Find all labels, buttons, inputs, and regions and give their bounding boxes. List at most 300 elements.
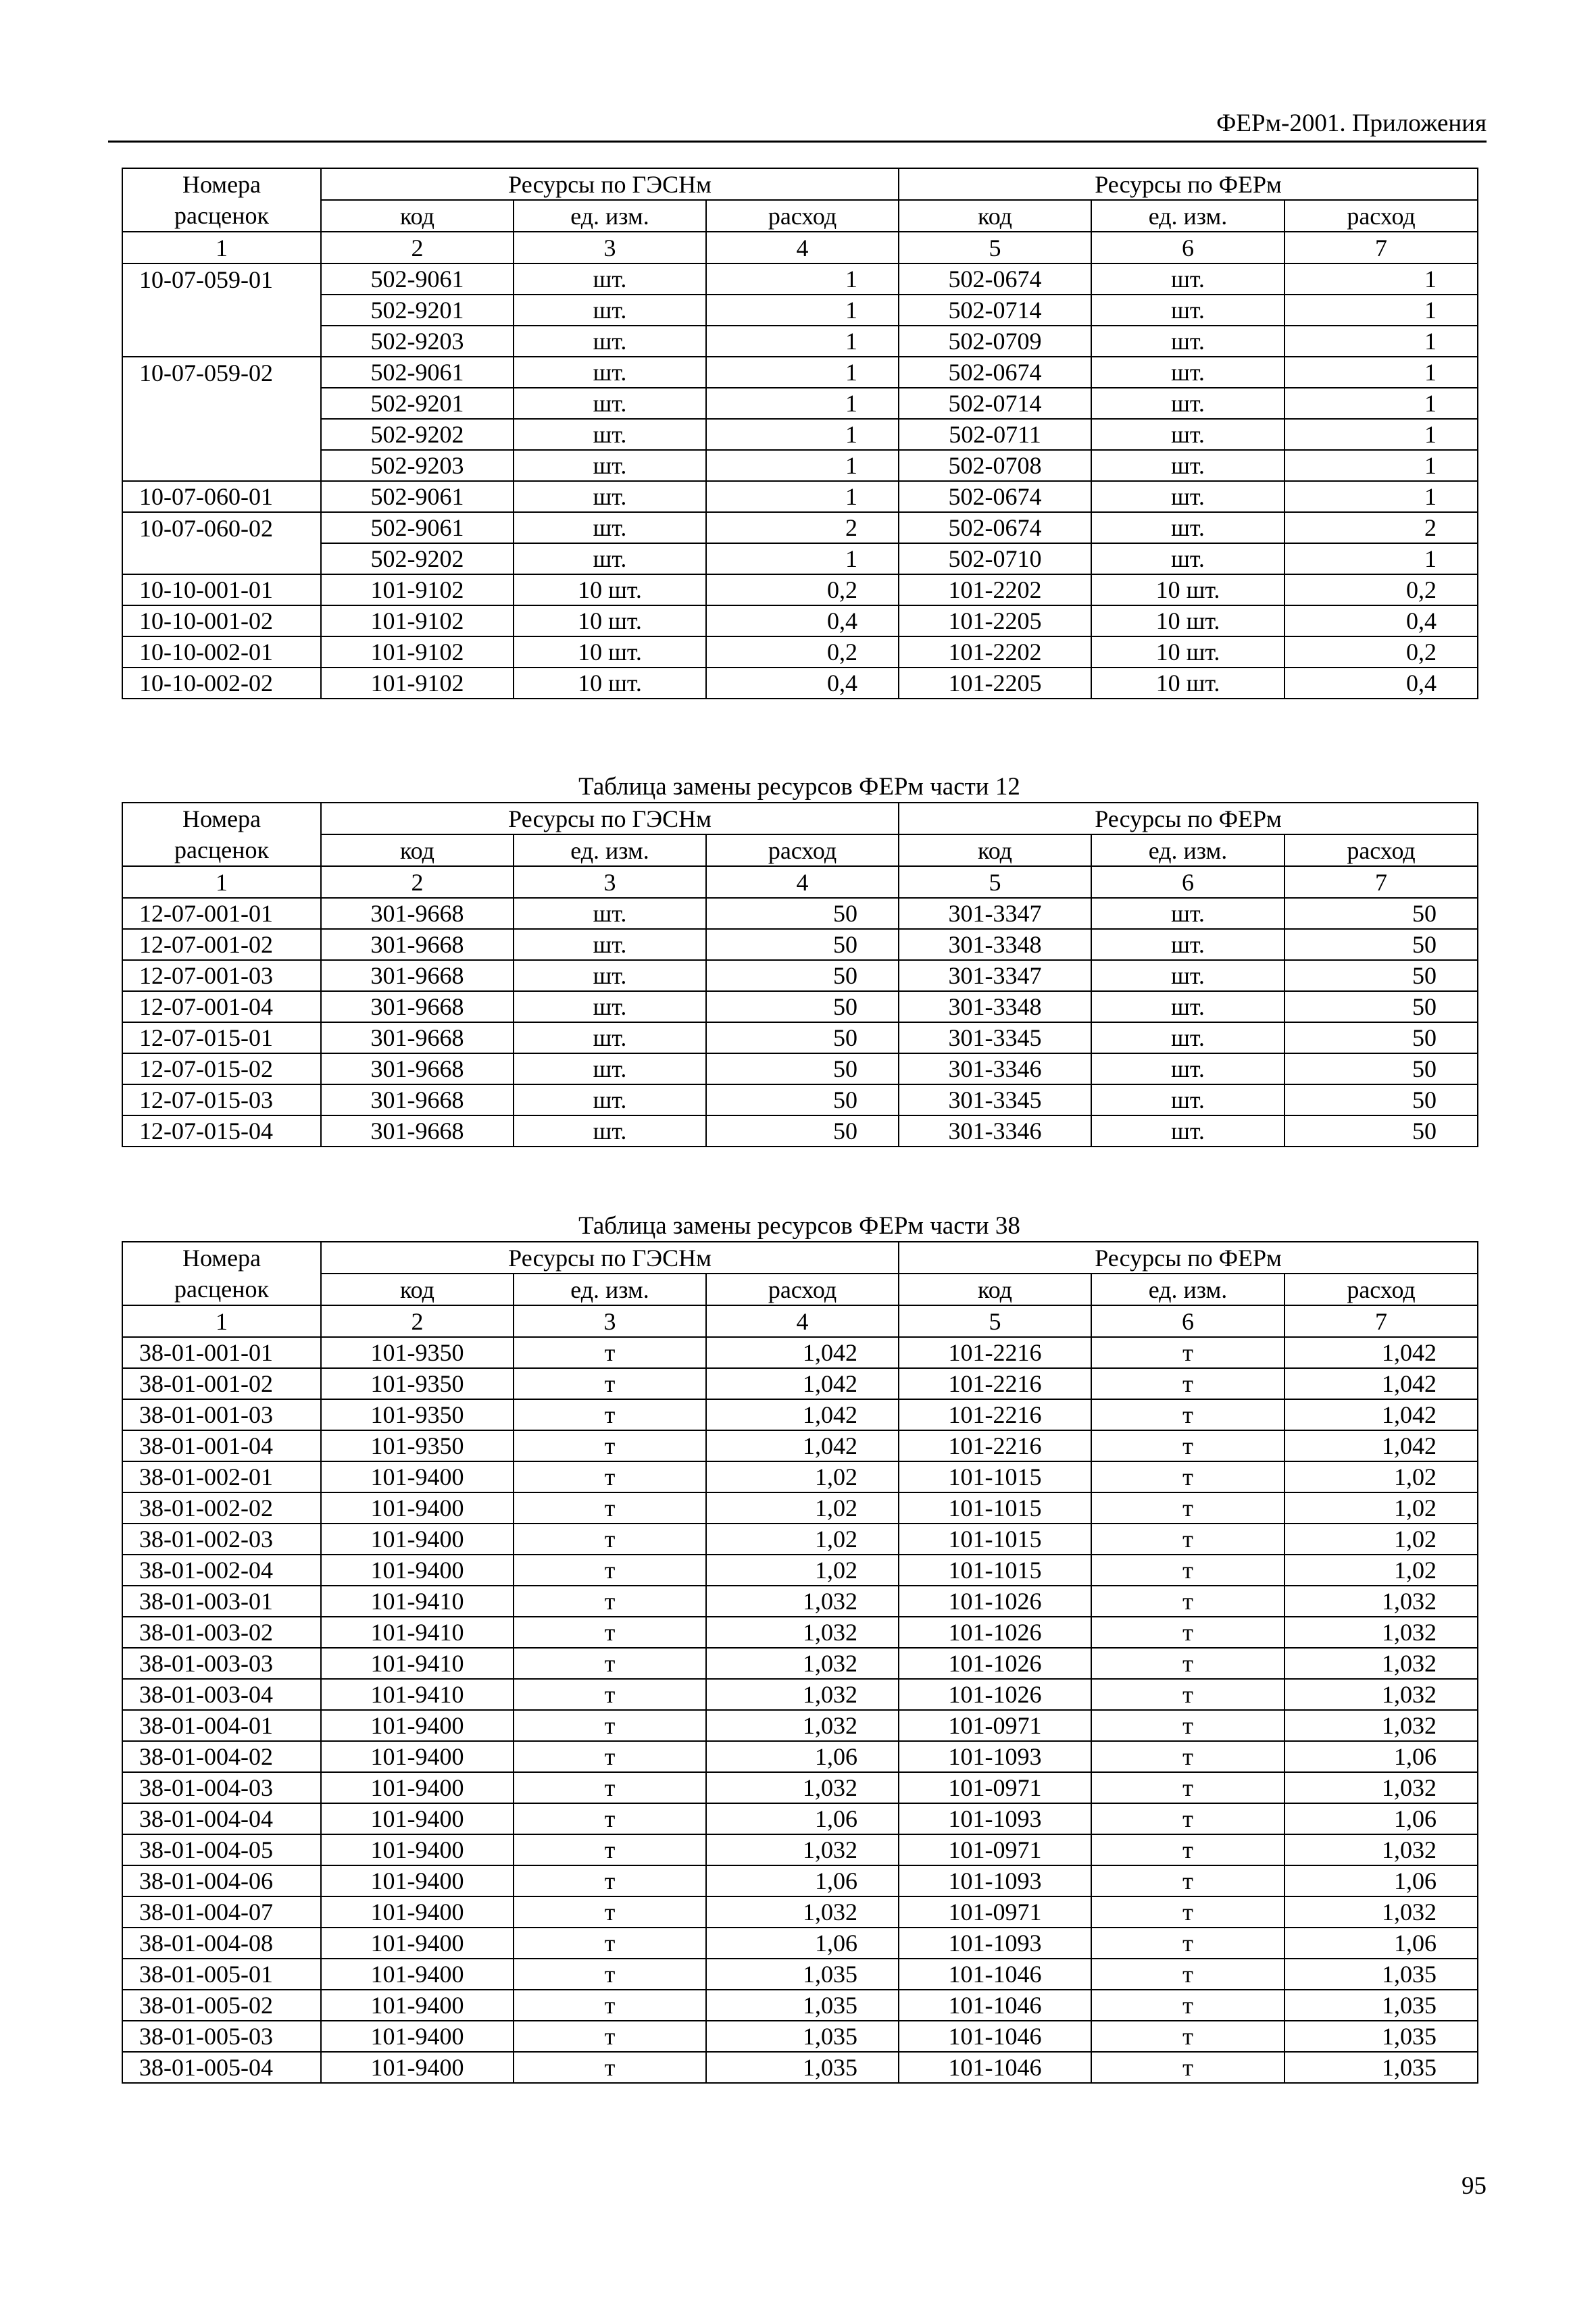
ferm-code-cell: 101-2205 — [899, 668, 1091, 699]
rate-number-cell: 38-01-005-03 — [122, 2021, 321, 2052]
gesnm-consumption-cell: 1,02 — [706, 1555, 899, 1586]
ferm-consumption-cell: 50 — [1285, 1084, 1478, 1115]
ferm-code-cell: 101-1026 — [899, 1679, 1091, 1710]
rate-number-cell — [122, 543, 321, 574]
ferm-code-cell: 101-1015 — [899, 1555, 1091, 1586]
gesnm-unit-cell: шт. — [514, 388, 706, 419]
rate-number-cell: 12-07-001-03 — [122, 960, 321, 991]
ferm-unit-cell: шт. — [1091, 481, 1285, 512]
ferm-unit-cell: шт. — [1091, 1084, 1285, 1115]
gesnm-unit-cell: шт. — [514, 543, 706, 574]
table-row — [122, 1337, 1478, 1368]
gesnm-code-cell: 301-9668 — [321, 1022, 514, 1053]
gesnm-unit-cell: т — [514, 1492, 706, 1524]
gesnm-unit-cell: 10 шт. — [514, 605, 706, 636]
gesnm-unit-cell: шт. — [514, 1022, 706, 1053]
ferm-consumption-cell: 1,042 — [1285, 1399, 1478, 1430]
gesnm-unit-cell: т — [514, 1679, 706, 1710]
table-body — [122, 263, 1478, 699]
gesnm-consumption-cell: 1,02 — [706, 1492, 899, 1524]
ferm-consumption-cell: 1,06 — [1285, 1741, 1478, 1772]
column-number: 7 — [1285, 1305, 1478, 1337]
column-number-row — [122, 1305, 1478, 1337]
gesnm-unit-cell: шт. — [514, 295, 706, 326]
ferm-code-cell: 301-3346 — [899, 1115, 1091, 1147]
column-number: 2 — [321, 866, 514, 898]
gesnm-unit-cell: т — [514, 1834, 706, 1865]
table-row — [122, 357, 1478, 388]
table-row — [122, 481, 1478, 512]
gesnm-code-cell: 101-9102 — [321, 574, 514, 605]
table-row — [122, 898, 1478, 929]
ferm-consumption-cell: 1,02 — [1285, 1555, 1478, 1586]
gesnm-unit-cell: 10 шт. — [514, 668, 706, 699]
gesnm-code-cell: 502-9061 — [321, 481, 514, 512]
ferm-consumption-cell: 50 — [1285, 991, 1478, 1022]
ferm-code-cell: 301-3347 — [899, 898, 1091, 929]
gesnm-code-cell: 502-9203 — [321, 326, 514, 357]
table-row — [122, 1648, 1478, 1679]
ferm-consumption-cell: 1,02 — [1285, 1524, 1478, 1555]
ferm-unit-cell: шт. — [1091, 1053, 1285, 1084]
rate-no-header-line2: расценок — [122, 834, 321, 866]
gesnm-consumption-cell: 1 — [706, 419, 899, 450]
table-row — [122, 1896, 1478, 1928]
ferm-unit-cell: 10 шт. — [1091, 636, 1285, 668]
rate-no-header: Номера — [122, 803, 321, 834]
gesnm-consumption-cell: 1 — [706, 326, 899, 357]
gesnm-code-cell: 101-9400 — [321, 1772, 514, 1803]
gesnm-unit-cell: т — [514, 1710, 706, 1741]
gesnm-unit-cell: шт. — [514, 929, 706, 960]
ferm-code-cell: 101-1015 — [899, 1492, 1091, 1524]
column-number: 6 — [1091, 232, 1285, 263]
gesnm-unit-cell: шт. — [514, 263, 706, 295]
ferm-consumption-cell: 0,2 — [1285, 574, 1478, 605]
rate-number-cell: 38-01-005-01 — [122, 1959, 321, 1990]
ferm-code-cell: 101-1093 — [899, 1928, 1091, 1959]
ferm-code-cell: 101-2216 — [899, 1399, 1091, 1430]
gesnm-consumption-cell: 50 — [706, 960, 899, 991]
column-number: 5 — [899, 232, 1091, 263]
column-number: 4 — [706, 866, 899, 898]
gesnm-consumption-cell: 1 — [706, 263, 899, 295]
header-row-top — [122, 803, 1478, 834]
ferm-unit-cell: т — [1091, 1741, 1285, 1772]
gesnm-unit-cell: шт. — [514, 481, 706, 512]
gesnm-consumption-cell: 1,06 — [706, 1865, 899, 1896]
consumption-header: расход — [706, 200, 899, 232]
ferm-header: Ресурсы по ФЕРм — [899, 803, 1478, 834]
rate-number-cell — [122, 295, 321, 326]
ferm-unit-cell: т — [1091, 1990, 1285, 2021]
ferm-header: Ресурсы по ФЕРм — [899, 168, 1478, 200]
rate-number-cell: 10-07-060-02 — [122, 512, 321, 543]
ferm-code-cell: 301-3348 — [899, 929, 1091, 960]
gesnm-code-cell: 101-9102 — [321, 636, 514, 668]
ferm-unit-cell: т — [1091, 1430, 1285, 1461]
ferm-consumption-cell: 1,035 — [1285, 1959, 1478, 1990]
gesnm-unit-cell: т — [514, 1648, 706, 1679]
gesnm-code-cell: 502-9203 — [321, 450, 514, 481]
rate-number-cell: 10-07-059-01 — [122, 263, 321, 295]
gesnm-unit-cell: шт. — [514, 512, 706, 543]
table-row — [122, 1524, 1478, 1555]
ferm-code-cell: 101-2202 — [899, 574, 1091, 605]
gesnm-unit-cell: т — [514, 1586, 706, 1617]
ferm-unit-cell: т — [1091, 1710, 1285, 1741]
gesnm-code-cell: 101-9410 — [321, 1586, 514, 1617]
table-row — [122, 1053, 1478, 1084]
ferm-unit-cell: т — [1091, 2052, 1285, 2083]
gesnm-consumption-cell: 1,042 — [706, 1430, 899, 1461]
ferm-unit-cell: шт. — [1091, 388, 1285, 419]
gesnm-consumption-cell: 50 — [706, 1022, 899, 1053]
ferm-unit-cell: шт. — [1091, 263, 1285, 295]
rate-number-cell: 10-10-001-01 — [122, 574, 321, 605]
table-row — [122, 419, 1478, 450]
rate-number-cell: 38-01-003-01 — [122, 1586, 321, 1617]
gesnm-consumption-cell: 50 — [706, 1053, 899, 1084]
table-row — [122, 605, 1478, 636]
table-row — [122, 1865, 1478, 1896]
rate-number-cell: 12-07-015-01 — [122, 1022, 321, 1053]
ferm-consumption-cell: 1,035 — [1285, 2021, 1478, 2052]
unit-header: ед. изм. — [514, 834, 706, 866]
table-row — [122, 1928, 1478, 1959]
rate-number-cell: 12-07-001-01 — [122, 898, 321, 929]
gesnm-consumption-cell: 1 — [706, 295, 899, 326]
rate-number-cell: 38-01-004-08 — [122, 1928, 321, 1959]
gesnm-code-cell: 301-9668 — [321, 991, 514, 1022]
gesnm-consumption-cell: 1,042 — [706, 1368, 899, 1399]
table-row — [122, 1959, 1478, 1990]
table-row — [122, 1430, 1478, 1461]
ferm-unit-cell: т — [1091, 2021, 1285, 2052]
gesnm-code-cell: 101-9400 — [321, 2021, 514, 2052]
gesnm-consumption-cell: 1 — [706, 450, 899, 481]
ferm-consumption-cell: 1,032 — [1285, 1710, 1478, 1741]
ferm-consumption-cell: 0,2 — [1285, 636, 1478, 668]
ferm-consumption-cell: 1 — [1285, 450, 1478, 481]
rate-number-cell: 38-01-004-05 — [122, 1834, 321, 1865]
gesnm-code-cell: 502-9201 — [321, 295, 514, 326]
rate-number-cell: 38-01-003-04 — [122, 1679, 321, 1710]
rate-number-cell: 38-01-002-02 — [122, 1492, 321, 1524]
code-header: код — [321, 1274, 514, 1305]
gesnm-code-cell: 301-9668 — [321, 1084, 514, 1115]
column-number: 6 — [1091, 1305, 1285, 1337]
rate-number-cell: 12-07-015-03 — [122, 1084, 321, 1115]
ferm-unit-cell: шт. — [1091, 357, 1285, 388]
rate-number-cell: 38-01-004-04 — [122, 1803, 321, 1834]
gesnm-consumption-cell: 1,035 — [706, 2052, 899, 2083]
ferm-consumption-cell: 1 — [1285, 419, 1478, 450]
gesnm-code-cell: 101-9410 — [321, 1617, 514, 1648]
ferm-code-cell: 502-0674 — [899, 357, 1091, 388]
ferm-unit-cell: 10 шт. — [1091, 605, 1285, 636]
ferm-consumption-cell: 1 — [1285, 263, 1478, 295]
gesnm-consumption-cell: 1,035 — [706, 1959, 899, 1990]
ferm-code-cell: 301-3348 — [899, 991, 1091, 1022]
rate-no-header: Номера — [122, 168, 321, 200]
gesnm-code-cell: 101-9400 — [321, 1990, 514, 2021]
unit-header: ед. изм. — [1091, 834, 1285, 866]
gesnm-consumption-cell: 1,032 — [706, 1834, 899, 1865]
column-number: 5 — [899, 866, 1091, 898]
ferm-code-cell: 101-1026 — [899, 1648, 1091, 1679]
table-row — [122, 512, 1478, 543]
rate-number-cell: 38-01-002-01 — [122, 1461, 321, 1492]
gesnm-code-cell: 101-9400 — [321, 2052, 514, 2083]
gesnm-consumption-cell: 1,032 — [706, 1617, 899, 1648]
ferm-unit-cell: шт. — [1091, 326, 1285, 357]
ferm-unit-cell: шт. — [1091, 295, 1285, 326]
ferm-code-cell: 101-1093 — [899, 1803, 1091, 1834]
ferm-unit-cell: шт. — [1091, 929, 1285, 960]
ferm-unit-cell: т — [1091, 1834, 1285, 1865]
table-row — [122, 2052, 1478, 2083]
table-row — [122, 1461, 1478, 1492]
ferm-consumption-cell: 50 — [1285, 960, 1478, 991]
rate-number-cell: 38-01-004-02 — [122, 1741, 321, 1772]
running-head: ФЕРм-2001. Приложения — [108, 107, 1487, 143]
ferm-code-cell: 101-1046 — [899, 1990, 1091, 2021]
gesnm-consumption-cell: 0,4 — [706, 605, 899, 636]
ferm-consumption-cell: 1,035 — [1285, 2052, 1478, 2083]
ferm-consumption-cell: 0,4 — [1285, 605, 1478, 636]
ferm-unit-cell: т — [1091, 1337, 1285, 1368]
gesnm-code-cell: 301-9668 — [321, 898, 514, 929]
table-row — [122, 1803, 1478, 1834]
rate-number-cell: 12-07-015-02 — [122, 1053, 321, 1084]
gesnm-consumption-cell: 1,042 — [706, 1337, 899, 1368]
gesnm-code-cell: 101-9350 — [321, 1337, 514, 1368]
ferm-unit-cell: т — [1091, 1492, 1285, 1524]
rate-number-cell: 38-01-001-04 — [122, 1430, 321, 1461]
gesnm-consumption-cell: 1 — [706, 388, 899, 419]
gesnm-unit-cell: т — [514, 2052, 706, 2083]
column-number: 3 — [514, 866, 706, 898]
gesnm-consumption-cell: 1 — [706, 481, 899, 512]
rate-number-cell: 12-07-001-02 — [122, 929, 321, 960]
column-number-row — [122, 232, 1478, 263]
table-row — [122, 1399, 1478, 1430]
table-body — [122, 1337, 1478, 2083]
gesnm-consumption-cell: 1,032 — [706, 1896, 899, 1928]
ferm-consumption-cell: 1,02 — [1285, 1461, 1478, 1492]
header-row-sub — [122, 1274, 1478, 1305]
rate-number-cell: 38-01-004-03 — [122, 1772, 321, 1803]
ferm-consumption-cell: 1,035 — [1285, 1990, 1478, 2021]
table-row — [122, 2021, 1478, 2052]
rate-number-cell: 38-01-002-03 — [122, 1524, 321, 1555]
gesnm-code-cell: 101-9350 — [321, 1430, 514, 1461]
resource-table-part-12 — [122, 802, 1478, 1147]
gesnm-unit-cell: т — [514, 1803, 706, 1834]
header-row-sub — [122, 834, 1478, 866]
gesnm-unit-cell: т — [514, 1896, 706, 1928]
gesnm-consumption-cell: 50 — [706, 898, 899, 929]
ferm-code-cell: 101-1046 — [899, 2021, 1091, 2052]
unit-header: ед. изм. — [1091, 1274, 1285, 1305]
gesnm-consumption-cell: 1,06 — [706, 1928, 899, 1959]
ferm-code-cell: 101-2216 — [899, 1430, 1091, 1461]
ferm-code-cell: 101-1046 — [899, 1959, 1091, 1990]
ferm-unit-cell: 10 шт. — [1091, 668, 1285, 699]
gesnm-code-cell: 301-9668 — [321, 1053, 514, 1084]
column-number: 3 — [514, 232, 706, 263]
ferm-unit-cell: т — [1091, 1928, 1285, 1959]
consumption-header: расход — [1285, 1274, 1478, 1305]
rate-number-cell: 38-01-004-06 — [122, 1865, 321, 1896]
column-number: 1 — [122, 232, 321, 263]
gesnm-code-cell: 101-9102 — [321, 605, 514, 636]
gesnm-consumption-cell: 2 — [706, 512, 899, 543]
column-number: 3 — [514, 1305, 706, 1337]
code-header: код — [321, 834, 514, 866]
unit-header: ед. изм. — [1091, 200, 1285, 232]
header-row-top — [122, 1242, 1478, 1274]
rate-no-header-line2: расценок — [122, 200, 321, 232]
column-number: 2 — [321, 232, 514, 263]
gesnm-unit-cell: т — [514, 1741, 706, 1772]
ferm-consumption-cell: 50 — [1285, 1053, 1478, 1084]
ferm-code-cell: 101-2205 — [899, 605, 1091, 636]
gesnm-unit-cell: т — [514, 1555, 706, 1586]
ferm-code-cell: 502-0714 — [899, 388, 1091, 419]
ferm-unit-cell: т — [1091, 1648, 1285, 1679]
rate-number-cell: 38-01-003-02 — [122, 1617, 321, 1648]
column-number: 4 — [706, 232, 899, 263]
table-caption-part-12: Таблица замены ресурсов ФЕРм части 12 — [578, 773, 1020, 801]
ferm-unit-cell: т — [1091, 1399, 1285, 1430]
gesnm-code-cell: 502-9202 — [321, 543, 514, 574]
ferm-unit-cell: т — [1091, 1617, 1285, 1648]
gesnm-unit-cell: т — [514, 1990, 706, 2021]
code-header: код — [321, 200, 514, 232]
table-row — [122, 388, 1478, 419]
gesnm-consumption-cell: 1 — [706, 543, 899, 574]
gesnm-code-cell: 101-9350 — [321, 1399, 514, 1430]
ferm-unit-cell: шт. — [1091, 898, 1285, 929]
gesnm-code-cell: 101-9102 — [321, 668, 514, 699]
gesnm-code-cell: 301-9668 — [321, 960, 514, 991]
gesnm-unit-cell: 10 шт. — [514, 636, 706, 668]
table-row — [122, 991, 1478, 1022]
gesnm-unit-cell: т — [514, 1928, 706, 1959]
ferm-consumption-cell: 1 — [1285, 357, 1478, 388]
gesnm-unit-cell: шт. — [514, 419, 706, 450]
ferm-unit-cell: т — [1091, 1524, 1285, 1555]
gesnm-consumption-cell: 1,032 — [706, 1648, 899, 1679]
gesnm-unit-cell: 10 шт. — [514, 574, 706, 605]
gesnm-consumption-cell: 1,06 — [706, 1741, 899, 1772]
ferm-code-cell: 101-1093 — [899, 1865, 1091, 1896]
ferm-unit-cell: шт. — [1091, 419, 1285, 450]
table-row — [122, 1586, 1478, 1617]
ferm-consumption-cell: 1,032 — [1285, 1834, 1478, 1865]
rate-number-cell: 38-01-005-04 — [122, 2052, 321, 2083]
table-row — [122, 1555, 1478, 1586]
gesnm-unit-cell: т — [514, 1524, 706, 1555]
ferm-code-cell: 101-1026 — [899, 1617, 1091, 1648]
gesnm-consumption-cell: 1,02 — [706, 1524, 899, 1555]
ferm-unit-cell: шт. — [1091, 991, 1285, 1022]
gesnm-consumption-cell: 1,035 — [706, 2021, 899, 2052]
ferm-unit-cell: т — [1091, 1555, 1285, 1586]
gesnm-unit-cell: т — [514, 2021, 706, 2052]
gesnm-code-cell: 101-9350 — [321, 1368, 514, 1399]
ferm-code-cell: 101-2202 — [899, 636, 1091, 668]
ferm-consumption-cell: 1,032 — [1285, 1896, 1478, 1928]
gesnm-unit-cell: шт. — [514, 1115, 706, 1147]
code-header: код — [899, 1274, 1091, 1305]
ferm-code-cell: 502-0711 — [899, 419, 1091, 450]
ferm-unit-cell: шт. — [1091, 450, 1285, 481]
ferm-consumption-cell: 1,06 — [1285, 1928, 1478, 1959]
ferm-unit-cell: т — [1091, 1803, 1285, 1834]
table-row — [122, 574, 1478, 605]
ferm-code-cell: 101-2216 — [899, 1368, 1091, 1399]
ferm-consumption-cell: 1,032 — [1285, 1617, 1478, 1648]
ferm-unit-cell: шт. — [1091, 960, 1285, 991]
gesnm-code-cell: 301-9668 — [321, 1115, 514, 1147]
gesnm-consumption-cell: 1,032 — [706, 1772, 899, 1803]
gesnm-consumption-cell: 50 — [706, 1084, 899, 1115]
rate-number-cell: 12-07-001-04 — [122, 991, 321, 1022]
gesnm-unit-cell: шт. — [514, 960, 706, 991]
ferm-code-cell: 502-0674 — [899, 481, 1091, 512]
ferm-header: Ресурсы по ФЕРм — [899, 1242, 1478, 1274]
gesnm-code-cell: 101-9400 — [321, 1896, 514, 1928]
gesnm-unit-cell: т — [514, 1399, 706, 1430]
ferm-consumption-cell: 1,032 — [1285, 1679, 1478, 1710]
gesnm-consumption-cell: 50 — [706, 929, 899, 960]
gesnm-consumption-cell: 1,06 — [706, 1803, 899, 1834]
table-row — [122, 1084, 1478, 1115]
resource-table-part-10 — [122, 168, 1478, 699]
ferm-code-cell: 101-0971 — [899, 1710, 1091, 1741]
ferm-unit-cell: шт. — [1091, 1115, 1285, 1147]
ferm-consumption-cell: 50 — [1285, 898, 1478, 929]
rate-number-cell: 10-07-059-02 — [122, 357, 321, 388]
ferm-code-cell: 301-3345 — [899, 1022, 1091, 1053]
gesnm-code-cell: 101-9400 — [321, 1959, 514, 1990]
gesnm-consumption-cell: 50 — [706, 991, 899, 1022]
rate-number-cell: 10-10-001-02 — [122, 605, 321, 636]
gesnm-consumption-cell: 0,2 — [706, 574, 899, 605]
ferm-code-cell: 502-0710 — [899, 543, 1091, 574]
ferm-consumption-cell: 2 — [1285, 512, 1478, 543]
rate-number-cell: 38-01-001-01 — [122, 1337, 321, 1368]
page-number: 95 — [1462, 2172, 1487, 2200]
ferm-consumption-cell: 50 — [1285, 929, 1478, 960]
rate-number-cell — [122, 450, 321, 481]
ferm-code-cell: 301-3347 — [899, 960, 1091, 991]
gesnm-code-cell: 502-9061 — [321, 512, 514, 543]
resource-table-part-38 — [122, 1241, 1478, 2084]
table-row — [122, 263, 1478, 295]
table-body — [122, 898, 1478, 1147]
gesnm-code-cell: 101-9410 — [321, 1679, 514, 1710]
ferm-consumption-cell: 1,042 — [1285, 1368, 1478, 1399]
ferm-code-cell: 101-1093 — [899, 1741, 1091, 1772]
rate-number-cell: 38-01-005-02 — [122, 1990, 321, 2021]
gesnm-header: Ресурсы по ГЭСНм — [321, 803, 899, 834]
gesnm-consumption-cell: 1,042 — [706, 1399, 899, 1430]
column-number-row — [122, 866, 1478, 898]
